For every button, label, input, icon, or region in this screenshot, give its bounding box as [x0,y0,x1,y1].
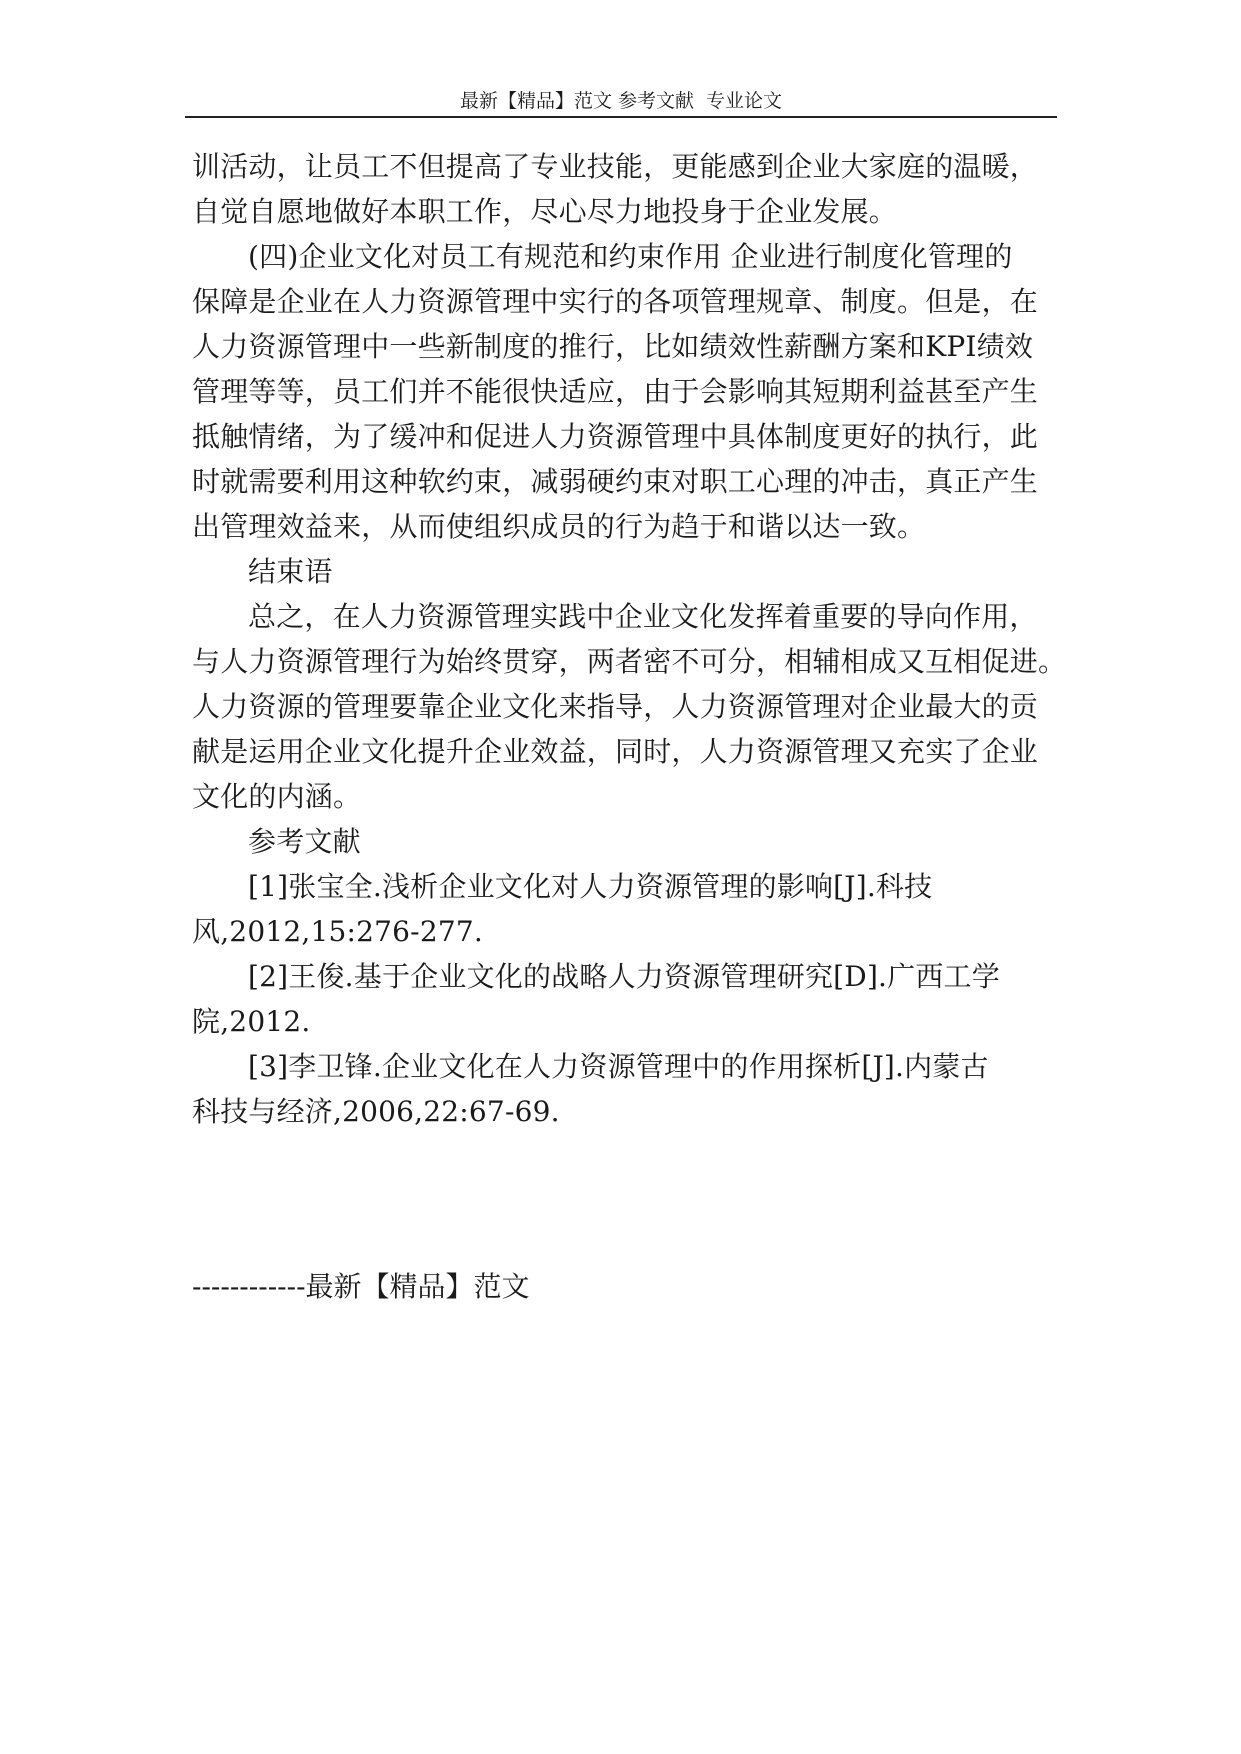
reference-item-continued: 科技与经济,2006,22:67-69. [192,1095,560,1128]
section-heading-line: (四)企业文化对员工有规范和约束作用 企业进行制度化管理的 [248,240,1013,273]
text-line: 人力资源的管理要靠企业文化来指导，人力资源管理对企业最大的贡 [192,690,1039,723]
text-line: 出管理效益来，从而使组织成员的行为趋于和谐以达一致。 [192,510,926,543]
reference-item-continued: 院,2012. [192,1005,311,1038]
text-line: 总之，在人力资源管理实践中企业文化发挥着重要的导向作用， [248,600,1038,633]
text-line: 献是运用企业文化提升企业效益，同时，人力资源管理又充实了企业 [192,735,1039,768]
reference-item-continued: 风,2012,15:276-277. [192,915,483,948]
document-body [192,144,1067,1134]
text-line: 文化的内涵。 [192,780,362,813]
text-line: 训活动，让员工不但提高了专业技能，更能感到企业大家庭的温暖， [192,150,1039,183]
page-footer: ------------最新【精品】范文 [192,1270,530,1303]
text-line: 抵触情绪，为了缓冲和促进人力资源管理中具体制度更好的执行，此 [192,420,1039,453]
page-header: 最新【精品】范文 参考文献 专业论文 [185,86,1057,118]
reference-item: [2]王俊.基于企业文化的战略人力资源管理研究[D].广西工学 [248,960,1000,993]
text-line: 自觉自愿地做好本职工作，尽心尽力地投身于企业发展。 [192,195,898,228]
conclusion-heading: 结束语 [248,555,333,588]
text-line: 时就需要利用这种软约束，减弱硬约束对职工心理的冲击，真正产生 [192,465,1039,498]
references-heading: 参考文献 [248,825,361,858]
text-line: 人力资源管理中一些新制度的推行，比如绩效性薪酬方案和KPI绩效 [192,330,1034,363]
text-line: 管理等等，员工们并不能很快适应，由于会影响其短期利益甚至产生 [192,375,1039,408]
reference-item: [1]张宝全.浅析企业文化对人力资源管理的影响[J].科技 [248,870,933,903]
text-line: 保障是企业在人力资源管理中实行的各项管理规章、制度。但是，在 [192,285,1039,318]
text-line: 与人力资源管理行为始终贯穿，两者密不可分，相辅相成又互相促进。 [192,645,1067,678]
reference-item: [3]李卫锋.企业文化在人力资源管理中的作用探析[J].内蒙古 [248,1050,989,1083]
